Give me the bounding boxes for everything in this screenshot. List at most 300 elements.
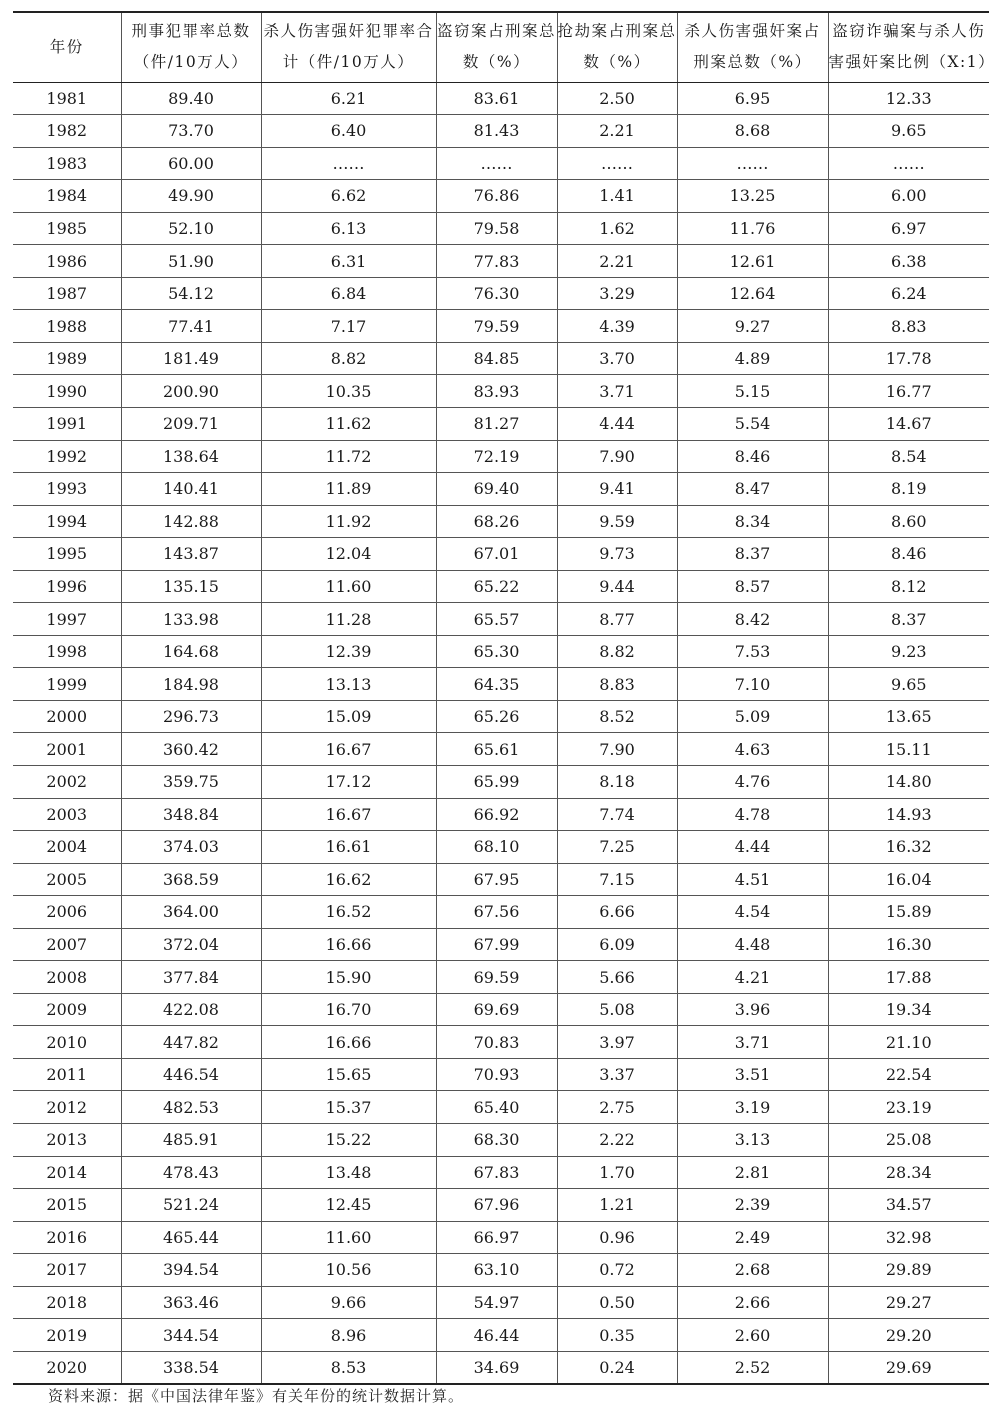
- value-cell: 67.95: [436, 863, 557, 896]
- year-cell: 2007: [13, 928, 121, 961]
- table-row: [13, 1254, 989, 1287]
- table-row: [13, 1319, 989, 1352]
- value-cell: 65.57: [436, 603, 557, 636]
- value-cell: 4.63: [677, 733, 828, 766]
- value-cell: 16.62: [261, 863, 436, 896]
- table-row: [13, 1091, 989, 1124]
- source-footnote: 资料来源：据《中国法律年鉴》有关年份的统计数据计算。: [48, 1387, 465, 1405]
- value-cell: 394.54: [121, 1254, 261, 1287]
- value-cell: 29.69: [828, 1351, 989, 1384]
- year-cell: 1986: [13, 245, 121, 278]
- value-cell: 8.37: [677, 538, 828, 571]
- value-cell: 15.37: [261, 1091, 436, 1124]
- value-cell: 63.10: [436, 1254, 557, 1287]
- value-cell: 16.67: [261, 733, 436, 766]
- value-cell: 4.39: [557, 310, 677, 343]
- table-row: [13, 765, 989, 798]
- value-cell: 68.30: [436, 1124, 557, 1157]
- value-cell: 9.73: [557, 538, 677, 571]
- value-cell: 296.73: [121, 700, 261, 733]
- value-cell: 8.52: [557, 700, 677, 733]
- table-row: [13, 212, 989, 245]
- value-cell: 0.96: [557, 1221, 677, 1254]
- year-cell: 2012: [13, 1091, 121, 1124]
- value-cell: 16.30: [828, 928, 989, 961]
- value-cell: 16.67: [261, 798, 436, 831]
- value-cell: 77.83: [436, 245, 557, 278]
- value-cell: 49.90: [121, 180, 261, 213]
- value-cell: 32.98: [828, 1221, 989, 1254]
- value-cell: 69.69: [436, 993, 557, 1026]
- value-cell: ……: [557, 147, 677, 180]
- value-cell: 478.43: [121, 1156, 261, 1189]
- value-cell: 9.23: [828, 635, 989, 668]
- value-cell: 72.19: [436, 440, 557, 473]
- table-row: [13, 115, 989, 148]
- value-cell: 16.61: [261, 831, 436, 864]
- year-cell: 1987: [13, 277, 121, 310]
- value-cell: 14.93: [828, 798, 989, 831]
- table-row: [13, 603, 989, 636]
- value-cell: 17.12: [261, 765, 436, 798]
- value-cell: 364.00: [121, 896, 261, 929]
- table-row: [13, 407, 989, 440]
- value-cell: 2.22: [557, 1124, 677, 1157]
- table-row: [13, 538, 989, 571]
- table-row: [13, 831, 989, 864]
- year-cell: 1997: [13, 603, 121, 636]
- value-cell: 65.22: [436, 570, 557, 603]
- value-cell: 7.25: [557, 831, 677, 864]
- value-cell: 3.37: [557, 1058, 677, 1091]
- value-cell: 4.78: [677, 798, 828, 831]
- table-row: [13, 1351, 989, 1384]
- value-cell: 15.89: [828, 896, 989, 929]
- year-cell: 2006: [13, 896, 121, 929]
- year-cell: 1992: [13, 440, 121, 473]
- year-cell: 2009: [13, 993, 121, 1026]
- value-cell: 73.70: [121, 115, 261, 148]
- value-cell: 7.10: [677, 668, 828, 701]
- year-cell: 2004: [13, 831, 121, 864]
- value-cell: 4.54: [677, 896, 828, 929]
- value-cell: 2.81: [677, 1156, 828, 1189]
- value-cell: 7.15: [557, 863, 677, 896]
- value-cell: 11.72: [261, 440, 436, 473]
- value-cell: 14.80: [828, 765, 989, 798]
- value-cell: 65.61: [436, 733, 557, 766]
- value-cell: 81.27: [436, 407, 557, 440]
- value-cell: 11.92: [261, 505, 436, 538]
- table-row: [13, 798, 989, 831]
- value-cell: 11.28: [261, 603, 436, 636]
- table-row: [13, 1026, 989, 1059]
- value-cell: 6.21: [261, 82, 436, 115]
- value-cell: 143.87: [121, 538, 261, 571]
- value-cell: 89.40: [121, 82, 261, 115]
- value-cell: 6.40: [261, 115, 436, 148]
- value-cell: 3.70: [557, 342, 677, 375]
- year-cell: 2000: [13, 700, 121, 733]
- value-cell: 133.98: [121, 603, 261, 636]
- value-cell: 372.04: [121, 928, 261, 961]
- value-cell: 79.58: [436, 212, 557, 245]
- value-cell: 482.53: [121, 1091, 261, 1124]
- year-cell: 1998: [13, 635, 121, 668]
- value-cell: 9.65: [828, 668, 989, 701]
- table-row: [13, 733, 989, 766]
- value-cell: 54.97: [436, 1286, 557, 1319]
- value-cell: 9.41: [557, 473, 677, 506]
- value-cell: 4.44: [557, 407, 677, 440]
- value-cell: 8.46: [828, 538, 989, 571]
- table-row: [13, 473, 989, 506]
- value-cell: 16.66: [261, 928, 436, 961]
- value-cell: 9.59: [557, 505, 677, 538]
- value-cell: 164.68: [121, 635, 261, 668]
- value-cell: 7.90: [557, 733, 677, 766]
- year-cell: 2019: [13, 1319, 121, 1352]
- value-cell: 184.98: [121, 668, 261, 701]
- value-cell: 76.86: [436, 180, 557, 213]
- value-cell: 7.17: [261, 310, 436, 343]
- value-cell: 8.47: [677, 473, 828, 506]
- year-cell: 2013: [13, 1124, 121, 1157]
- value-cell: 8.83: [557, 668, 677, 701]
- value-cell: 446.54: [121, 1058, 261, 1091]
- value-cell: 7.74: [557, 798, 677, 831]
- value-cell: 16.70: [261, 993, 436, 1026]
- table-row: [13, 82, 989, 115]
- year-cell: 2017: [13, 1254, 121, 1287]
- value-cell: 6.24: [828, 277, 989, 310]
- value-cell: 67.99: [436, 928, 557, 961]
- table-row: [13, 1221, 989, 1254]
- year-cell: 2018: [13, 1286, 121, 1319]
- table-row: [13, 180, 989, 213]
- value-cell: 13.25: [677, 180, 828, 213]
- value-cell: 140.41: [121, 473, 261, 506]
- crime-statistics-table: [13, 11, 996, 1385]
- value-cell: 65.99: [436, 765, 557, 798]
- value-cell: 0.35: [557, 1319, 677, 1352]
- value-cell: 65.26: [436, 700, 557, 733]
- value-cell: 9.66: [261, 1286, 436, 1319]
- value-cell: 360.42: [121, 733, 261, 766]
- value-cell: 12.45: [261, 1189, 436, 1222]
- value-cell: 12.61: [677, 245, 828, 278]
- value-cell: 5.08: [557, 993, 677, 1026]
- value-cell: 23.19: [828, 1091, 989, 1124]
- value-cell: 16.66: [261, 1026, 436, 1059]
- value-cell: 8.83: [828, 310, 989, 343]
- value-cell: 70.83: [436, 1026, 557, 1059]
- value-cell: 2.52: [677, 1351, 828, 1384]
- value-cell: 344.54: [121, 1319, 261, 1352]
- value-cell: 6.38: [828, 245, 989, 278]
- year-header: 年份: [13, 12, 121, 82]
- year-cell: 1993: [13, 473, 121, 506]
- value-cell: 8.77: [557, 603, 677, 636]
- value-cell: 485.91: [121, 1124, 261, 1157]
- value-cell: 9.65: [828, 115, 989, 148]
- table-row: [13, 310, 989, 343]
- value-cell: 16.32: [828, 831, 989, 864]
- year-cell: 1981: [13, 82, 121, 115]
- value-cell: 11.62: [261, 407, 436, 440]
- value-cell: 21.10: [828, 1026, 989, 1059]
- value-cell: 8.53: [261, 1351, 436, 1384]
- value-cell: 65.40: [436, 1091, 557, 1124]
- value-cell: 65.30: [436, 635, 557, 668]
- value-cell: 68.26: [436, 505, 557, 538]
- value-cell: 8.12: [828, 570, 989, 603]
- value-cell: 3.96: [677, 993, 828, 1026]
- value-cell: ……: [677, 147, 828, 180]
- value-cell: 17.78: [828, 342, 989, 375]
- value-cell: 84.85: [436, 342, 557, 375]
- value-cell: 7.53: [677, 635, 828, 668]
- value-cell: 51.90: [121, 245, 261, 278]
- value-cell: 12.39: [261, 635, 436, 668]
- value-cell: 16.52: [261, 896, 436, 929]
- table-row: [13, 668, 989, 701]
- violent-share-header: 杀人伤害强奸案占刑案总数（%）: [677, 12, 828, 82]
- table-row: [13, 570, 989, 603]
- value-cell: 8.54: [828, 440, 989, 473]
- value-cell: 0.72: [557, 1254, 677, 1287]
- value-cell: 3.71: [557, 375, 677, 408]
- value-cell: 4.48: [677, 928, 828, 961]
- value-cell: 8.18: [557, 765, 677, 798]
- value-cell: 368.59: [121, 863, 261, 896]
- value-cell: 28.34: [828, 1156, 989, 1189]
- value-cell: 22.54: [828, 1058, 989, 1091]
- value-cell: 76.30: [436, 277, 557, 310]
- table-row: [13, 635, 989, 668]
- value-cell: 8.60: [828, 505, 989, 538]
- value-cell: 9.44: [557, 570, 677, 603]
- year-cell: 1985: [13, 212, 121, 245]
- value-cell: 2.21: [557, 115, 677, 148]
- value-cell: 10.56: [261, 1254, 436, 1287]
- value-cell: 15.90: [261, 961, 436, 994]
- year-cell: 1982: [13, 115, 121, 148]
- value-cell: 7.90: [557, 440, 677, 473]
- crime-statistics-table-container: [13, 11, 996, 1385]
- value-cell: 8.46: [677, 440, 828, 473]
- value-cell: 5.09: [677, 700, 828, 733]
- value-cell: 6.84: [261, 277, 436, 310]
- table-row: [13, 1286, 989, 1319]
- value-cell: 67.83: [436, 1156, 557, 1189]
- value-cell: 1.62: [557, 212, 677, 245]
- value-cell: 6.13: [261, 212, 436, 245]
- value-cell: 12.33: [828, 82, 989, 115]
- value-cell: 0.50: [557, 1286, 677, 1319]
- value-cell: 6.09: [557, 928, 677, 961]
- value-cell: 3.19: [677, 1091, 828, 1124]
- year-cell: 2008: [13, 961, 121, 994]
- value-cell: 10.35: [261, 375, 436, 408]
- value-cell: 377.84: [121, 961, 261, 994]
- table-row: [13, 961, 989, 994]
- value-cell: 1.41: [557, 180, 677, 213]
- value-cell: 15.65: [261, 1058, 436, 1091]
- year-cell: 2005: [13, 863, 121, 896]
- year-cell: 2020: [13, 1351, 121, 1384]
- value-cell: 8.96: [261, 1319, 436, 1352]
- value-cell: 2.68: [677, 1254, 828, 1287]
- value-cell: 34.57: [828, 1189, 989, 1222]
- year-cell: 2010: [13, 1026, 121, 1059]
- value-cell: 52.10: [121, 212, 261, 245]
- theft-violent-ratio-header: 盗窃诈骗案与杀人伤害强奸案比例（X:1）: [828, 12, 989, 82]
- value-cell: 25.08: [828, 1124, 989, 1157]
- value-cell: 363.46: [121, 1286, 261, 1319]
- year-cell: 1996: [13, 570, 121, 603]
- value-cell: 29.27: [828, 1286, 989, 1319]
- table-row: [13, 342, 989, 375]
- value-cell: 67.96: [436, 1189, 557, 1222]
- value-cell: 17.88: [828, 961, 989, 994]
- value-cell: 13.13: [261, 668, 436, 701]
- value-cell: 3.13: [677, 1124, 828, 1157]
- value-cell: 6.62: [261, 180, 436, 213]
- table-row: [13, 147, 989, 180]
- year-cell: 1984: [13, 180, 121, 213]
- value-cell: 3.29: [557, 277, 677, 310]
- table-row: [13, 375, 989, 408]
- year-cell: 2002: [13, 765, 121, 798]
- value-cell: 12.04: [261, 538, 436, 571]
- value-cell: 135.15: [121, 570, 261, 603]
- table-row: [13, 440, 989, 473]
- table-row: [13, 277, 989, 310]
- value-cell: 19.34: [828, 993, 989, 1026]
- value-cell: 465.44: [121, 1221, 261, 1254]
- value-cell: 15.09: [261, 700, 436, 733]
- value-cell: 11.89: [261, 473, 436, 506]
- value-cell: 2.21: [557, 245, 677, 278]
- table-row: [13, 700, 989, 733]
- value-cell: 1.70: [557, 1156, 677, 1189]
- value-cell: 5.66: [557, 961, 677, 994]
- value-cell: 13.48: [261, 1156, 436, 1189]
- robbery-share-header: 抢劫案占刑案总数（%）: [557, 12, 677, 82]
- value-cell: 15.22: [261, 1124, 436, 1157]
- value-cell: 5.54: [677, 407, 828, 440]
- value-cell: 348.84: [121, 798, 261, 831]
- value-cell: 29.20: [828, 1319, 989, 1352]
- table-body: [13, 82, 989, 1384]
- value-cell: 46.44: [436, 1319, 557, 1352]
- table-row: [13, 1189, 989, 1222]
- value-cell: 4.89: [677, 342, 828, 375]
- table-header: [13, 12, 996, 82]
- year-cell: 1999: [13, 668, 121, 701]
- value-cell: 83.61: [436, 82, 557, 115]
- value-cell: ……: [261, 147, 436, 180]
- value-cell: 8.68: [677, 115, 828, 148]
- value-cell: 14.67: [828, 407, 989, 440]
- value-cell: 11.60: [261, 1221, 436, 1254]
- value-cell: 12.64: [677, 277, 828, 310]
- year-cell: 1995: [13, 538, 121, 571]
- value-cell: 79.59: [436, 310, 557, 343]
- value-cell: 181.49: [121, 342, 261, 375]
- value-cell: 34.69: [436, 1351, 557, 1384]
- value-cell: 422.08: [121, 993, 261, 1026]
- value-cell: 6.66: [557, 896, 677, 929]
- value-cell: 138.64: [121, 440, 261, 473]
- value-cell: 8.57: [677, 570, 828, 603]
- year-cell: 1989: [13, 342, 121, 375]
- value-cell: 5.15: [677, 375, 828, 408]
- value-cell: 68.10: [436, 831, 557, 864]
- value-cell: 13.65: [828, 700, 989, 733]
- value-cell: 66.92: [436, 798, 557, 831]
- value-cell: 2.66: [677, 1286, 828, 1319]
- table-row: [13, 245, 989, 278]
- value-cell: 6.00: [828, 180, 989, 213]
- value-cell: 447.82: [121, 1026, 261, 1059]
- value-cell: 8.34: [677, 505, 828, 538]
- year-cell: 1991: [13, 407, 121, 440]
- table-row: [13, 993, 989, 1026]
- year-cell: 2015: [13, 1189, 121, 1222]
- value-cell: 11.76: [677, 212, 828, 245]
- value-cell: 3.71: [677, 1026, 828, 1059]
- value-cell: 6.95: [677, 82, 828, 115]
- value-cell: 2.39: [677, 1189, 828, 1222]
- table-row: [13, 863, 989, 896]
- value-cell: 8.82: [261, 342, 436, 375]
- year-cell: 1994: [13, 505, 121, 538]
- value-cell: 3.51: [677, 1058, 828, 1091]
- value-cell: 16.77: [828, 375, 989, 408]
- value-cell: 8.19: [828, 473, 989, 506]
- year-cell: 2011: [13, 1058, 121, 1091]
- value-cell: 8.37: [828, 603, 989, 636]
- table-row: [13, 1124, 989, 1157]
- value-cell: 374.03: [121, 831, 261, 864]
- value-cell: 9.27: [677, 310, 828, 343]
- total-crime-rate-header: 刑事犯罪率总数（件/10万人）: [121, 12, 261, 82]
- year-cell: 2001: [13, 733, 121, 766]
- violent-crime-rate-header: 杀人伤害强奸犯罪率合计（件/10万人）: [261, 12, 436, 82]
- value-cell: 67.56: [436, 896, 557, 929]
- value-cell: 64.35: [436, 668, 557, 701]
- value-cell: 29.89: [828, 1254, 989, 1287]
- value-cell: ……: [828, 147, 989, 180]
- value-cell: 66.97: [436, 1221, 557, 1254]
- value-cell: 70.93: [436, 1058, 557, 1091]
- value-cell: 69.40: [436, 473, 557, 506]
- value-cell: 6.97: [828, 212, 989, 245]
- value-cell: 521.24: [121, 1189, 261, 1222]
- table-row: [13, 928, 989, 961]
- value-cell: 2.75: [557, 1091, 677, 1124]
- value-cell: 2.60: [677, 1319, 828, 1352]
- table-row: [13, 1156, 989, 1189]
- value-cell: 69.59: [436, 961, 557, 994]
- year-cell: 1983: [13, 147, 121, 180]
- value-cell: 8.82: [557, 635, 677, 668]
- value-cell: 4.21: [677, 961, 828, 994]
- year-cell: 1988: [13, 310, 121, 343]
- value-cell: 142.88: [121, 505, 261, 538]
